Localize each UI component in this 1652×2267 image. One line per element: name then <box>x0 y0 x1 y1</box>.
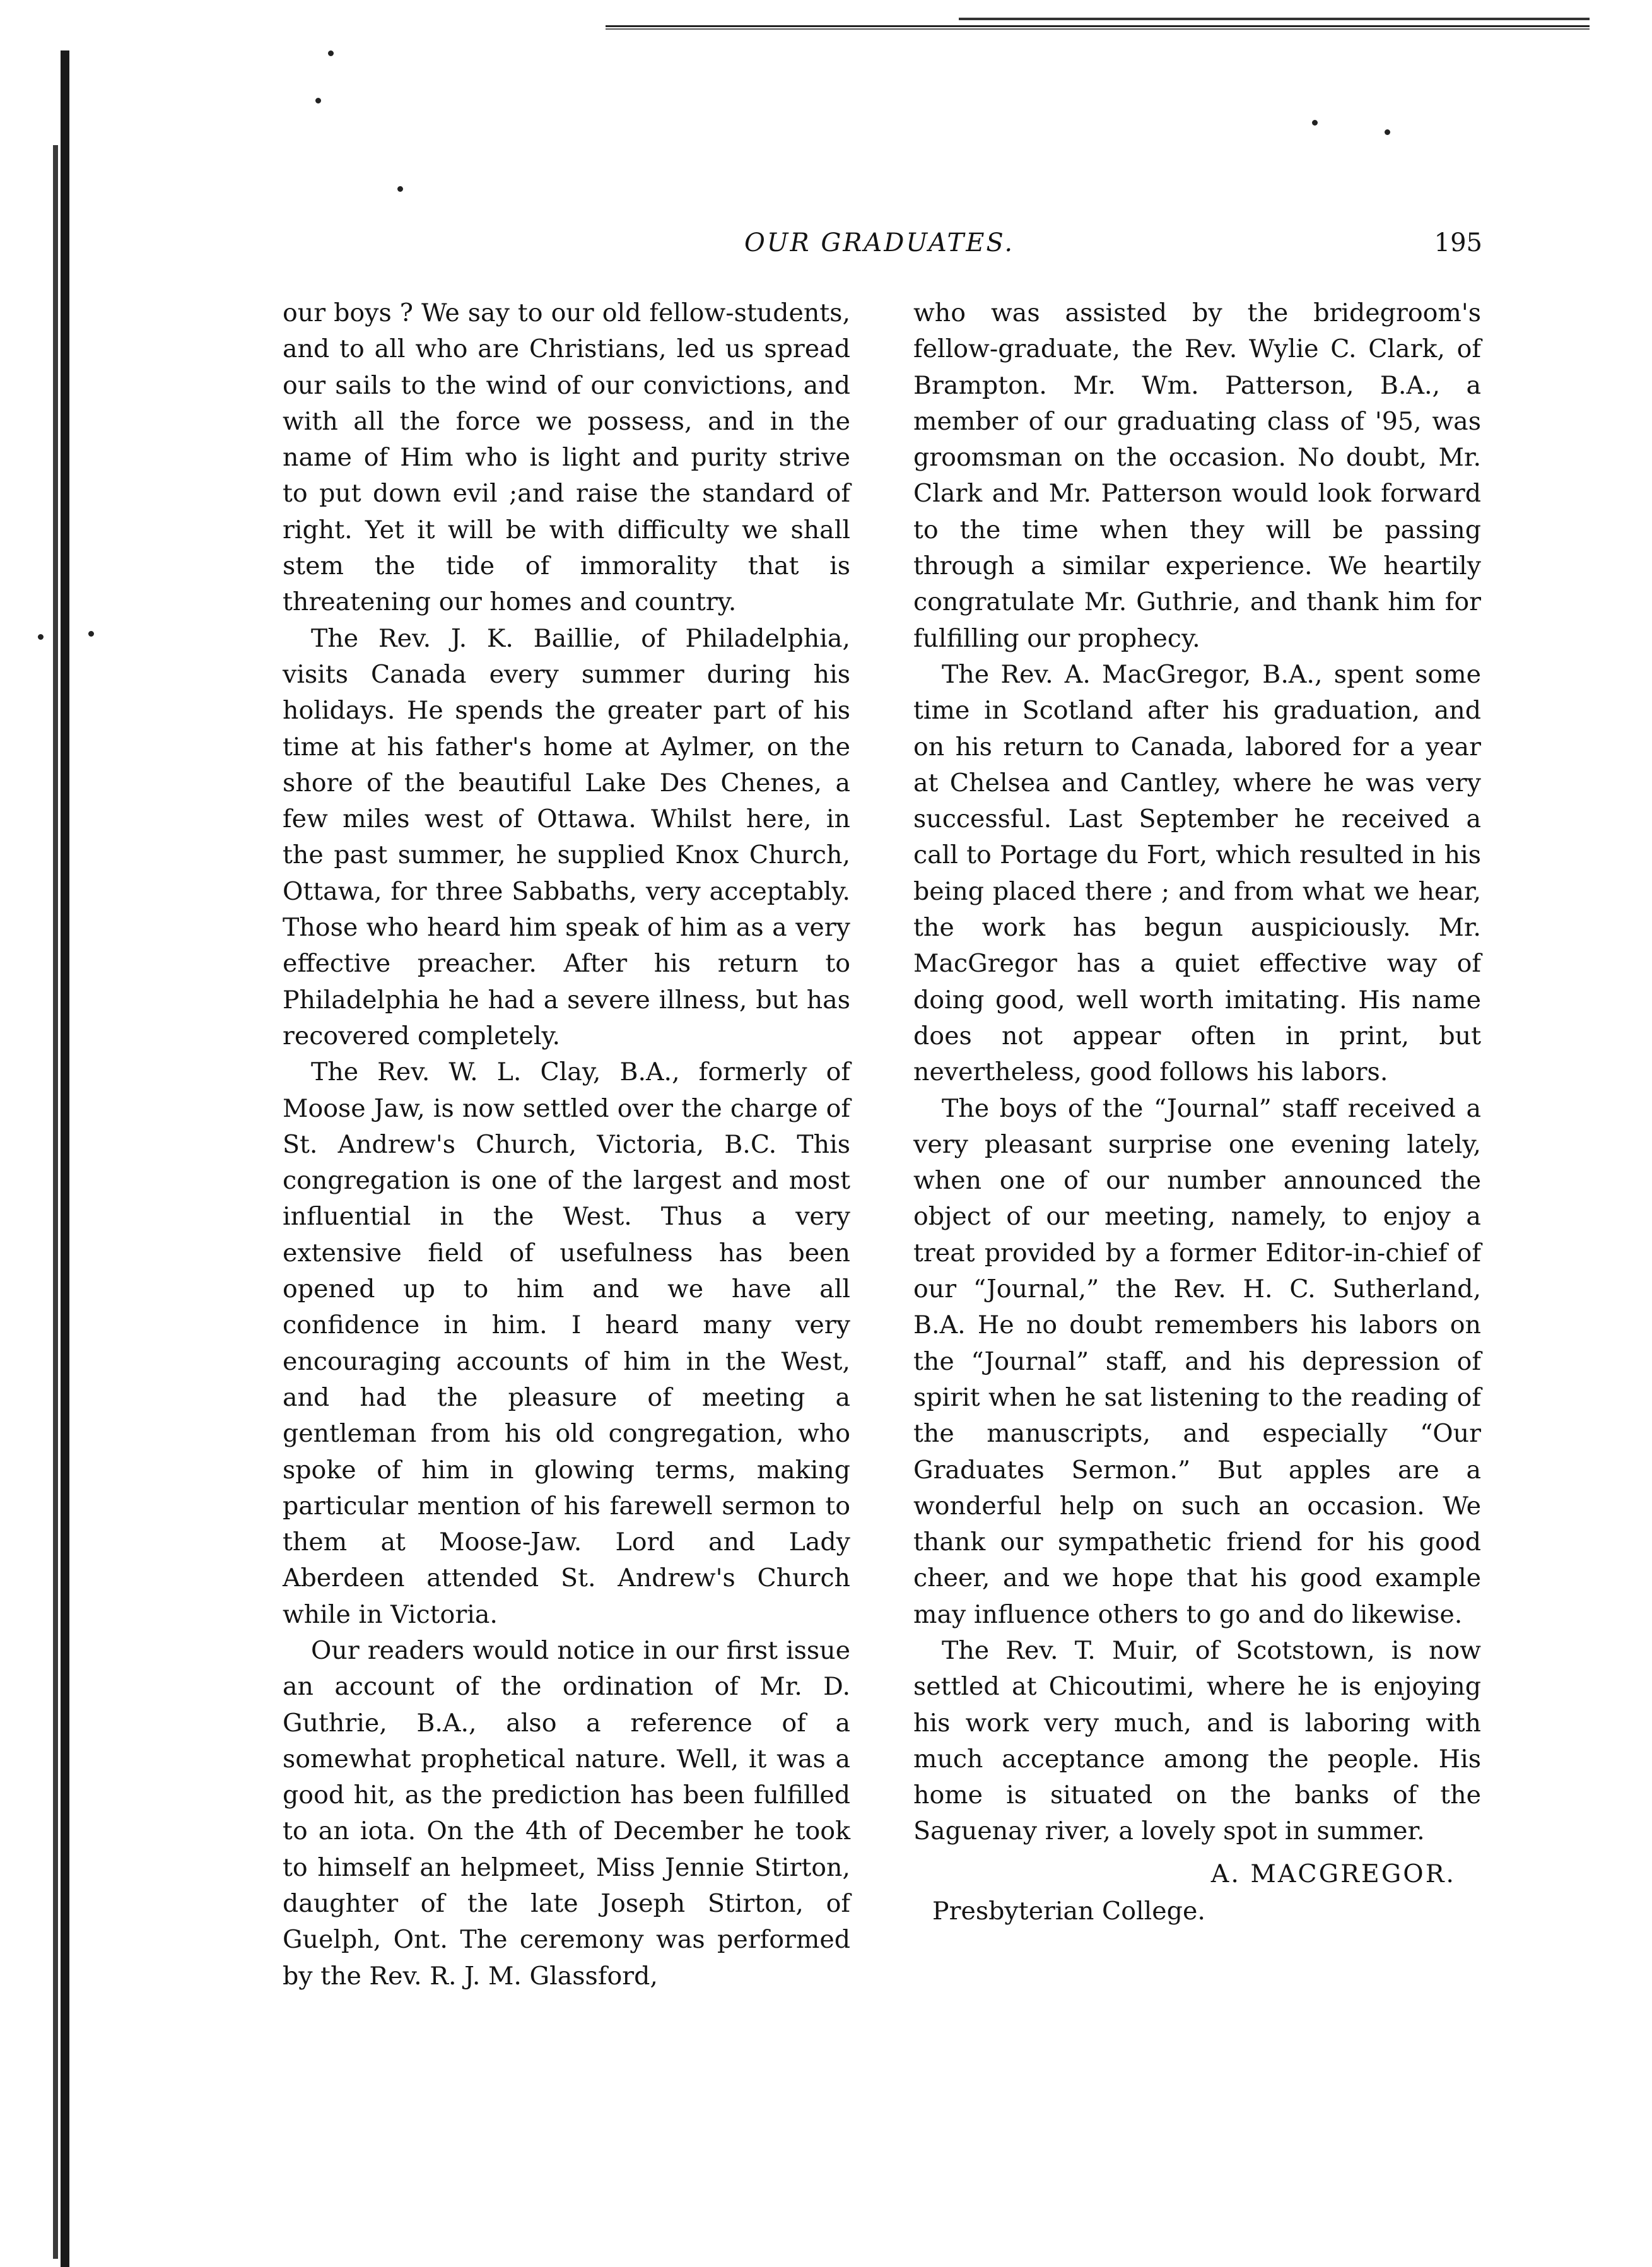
paragraph: our boys ? We say to our old fellow-students, and to all who are Christians, led us spread our sails to the wind of our convictions, and with all the force we possess, and in the name of Him who is light and purity strive to put down evil ;and raise the standard of right. Yet it will be with difficulty we shall stem the tide of immorality that is threatening our homes and country. <box>283 298 850 617</box>
paragraph: The Rev. W. L. Clay, B.A., formerly of Moose Jaw, is now settled over the charge of St. Andrew's Church, Victoria, B.C. This congregation is one of the largest and most influential in the West. Thus a very extensive field of usefulness has been opened up to him and we have all confidence in him. I heard many very encouraging accounts of him in the West, and had the pleasure of meeting a gentleman from his old congregation, who spoke of him in glowing terms, making particular mention of his farewell sermon to them at Moose-Jaw. Lord and Lady Aberdeen attended St. Andrew's Church while in Victoria. <box>283 1057 850 1629</box>
scan-speck <box>1385 129 1390 135</box>
left-column <box>283 295 850 1994</box>
binding-edge-shadow <box>53 145 58 2259</box>
top-border-rule-secondary <box>959 18 1590 20</box>
binding-edge <box>61 50 69 2267</box>
running-title: OUR GRADUATES. <box>744 228 1015 257</box>
page-number: 195 <box>1434 228 1482 257</box>
signoff-affiliation: Presbyterian College. <box>932 1897 1205 1926</box>
scan-speck <box>38 634 44 640</box>
paragraph: The Rev. T. Muir, of Scotstown, is now settled at Chicoutimi, where he is enjoying his work very much, and is laboring with much acceptance among the people. His home is situated on the banks of the Saguenay river, a lovely spot in summer. <box>913 1635 1481 1846</box>
page-header <box>744 228 1482 266</box>
scan-speck <box>315 98 321 103</box>
scan-speck <box>328 50 334 56</box>
paragraph: The Rev. J. K. Baillie, of Philadelphia, visits Canada every summer during his holidays. He spends the greater part of his time at his father's home at Aylmer, on the shore of the beautiful Lake Des Chenes, a few miles west of Ottawa. Whilst here, in the past summer, he supplied Knox Church, Ottawa, for three Sabbaths, very acceptably. Those who heard him speak of him as a very effective preacher. After his return to Philadelphia he had a severe illness, but has recovered completely. <box>283 623 850 1051</box>
paragraph: The Rev. A. MacGregor, B.A., spent some time in Scotland after his graduation, and on his return to Canada, labored for a year at Chelsea and Cantley, where he was very successful. Last September he received a call to Portage du Fort, which resulted in his being placed there ; and from what we hear, the work has begun auspiciously. Mr. MacGregor has a quiet effective way of doing good, well worth imitating. His name does not appear often in print, but nevertheless, good follows his labors. <box>913 659 1481 1087</box>
paragraph: who was assisted by the bridegroom's fellow-graduate, the Rev. Wylie C. Clark, of Brampton. Mr. Wm. Patterson, B.A., a member of our graduating class of '95, was groomsman on the occasion. No doubt, Mr. Clark and Mr. Patterson would look forward to the time when they will be passing through a similar experience. We heartily congratulate Mr. Guthrie, and thank him for fulfilling our prophecy. <box>913 298 1481 653</box>
paragraph: The boys of the “Journal” staff received a very pleasant surprise one evening lately, when one of our number announced the object of our meeting, namely, to enjoy a treat provided by a former Editor-in-chief of our “Journal,” the Rev. H. C. Sutherland, B.A. He no doubt remembers his labors on the “Journal” staff, and his depression of spirit when he sat listening to the reading of the manuscripts, and especially “Our Graduates Sermon.” But apples are a wonderful help on such an occasion. We thank our sympathetic friend for his good cheer, and we hope that his good example may influence others to go and do likewise. <box>913 1093 1481 1629</box>
scan-speck <box>397 186 403 192</box>
scan-speck <box>1312 120 1318 126</box>
scan-speck <box>88 631 94 637</box>
top-border-rule <box>606 25 1590 32</box>
right-column <box>913 295 1481 1929</box>
author-signature: A. MACGREGOR. <box>1210 1859 1456 1888</box>
paragraph: Our readers would notice in our first issue an account of the ordination of Mr. D. Guthrie, B.A., also a reference of a somewhat prophetical nature. Well, it was a good hit, as the prediction has been fulfilled to an iota. On the 4th of December he took to himself an helpmeet, Miss Jennie Stirton, daughter of the late Joseph Stirton, of Guelph, Ont. The ceremony was performed by the Rev. R. J. M. Glassford, <box>283 1635 850 1991</box>
